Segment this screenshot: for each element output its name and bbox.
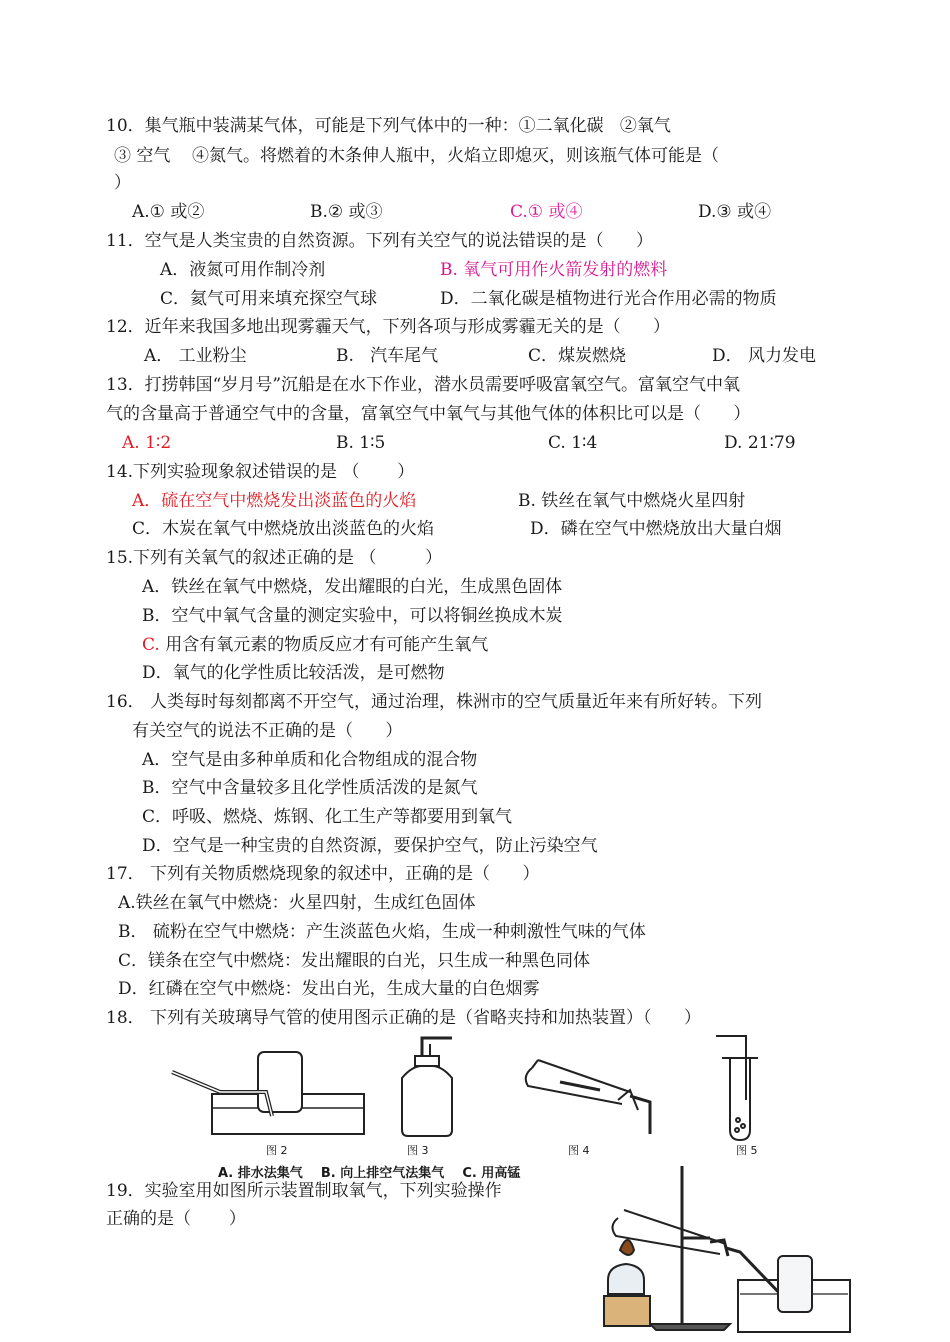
q16-stem-line1: 16． 人类每时每刻都离不开空气，通过治理，株洲市的空气质量近年来有所好转。下列: [106, 692, 763, 712]
q18-stem: 18． 下列有关玻璃导气管的使用图示正确的是（省略夹持和加热装置）（ ）: [106, 1008, 701, 1028]
q12-option-b: B. 汽车尾气: [336, 346, 439, 366]
iron-stand-base: [650, 1324, 730, 1330]
q13-stem-line1: 13．打捞韩国“岁月号”沉船是在水下作业，潜水员需要呼吸富氧空气。富氧空气中氧: [106, 375, 741, 395]
q12-option-c: C．煤炭燃烧: [528, 346, 627, 366]
q15-option-d: D．氧气的化学性质比较活泼，是可燃物: [142, 663, 445, 683]
q14-option-d: D．磷在空气中燃烧放出大量白烟: [530, 519, 782, 539]
alcohol-lamp: [608, 1264, 644, 1294]
q10-option-a: A.① 或②: [132, 202, 205, 222]
q15-option-c-text: 用含有氧元素的物质反应才有可能产生氧气: [159, 635, 489, 655]
wooden-block: [604, 1296, 650, 1326]
q16-option-c: C．呼吸、燃烧、炼钢、化工生产等都要用到氧气: [142, 807, 513, 827]
q10-stem-line1: 10．集气瓶中装满某气体，可能是下列气体中的一种：①二氧化碳 ②氧气: [106, 116, 671, 136]
q10-stem-line3: ）: [114, 173, 131, 193]
q19-stem-line1: 19．实验室用如图所示装置制取氧气，下列实验操作: [106, 1181, 502, 1201]
q17-stem: 17． 下列有关物质燃烧现象的叙述中，正确的是（ ）: [106, 864, 540, 884]
fig3-gas-bottle-diagram: [402, 1038, 452, 1136]
q11-option-a: A．液氮可用作制冷剂: [160, 260, 326, 280]
fig2-trough-diagram: [172, 1052, 364, 1134]
flame-icon: [620, 1240, 634, 1255]
q16-option-d: D．空气是一种宝贵的自然资源，要保护空气，防止污染空气: [142, 836, 598, 856]
q18-figure-caption: A. 排水法集气 B. 向上排空气法集气 C. 用高锰: [218, 1166, 521, 1181]
q13-option-c: C. 1∶4: [548, 433, 598, 453]
q19-stem-line2: 正确的是（ ）: [106, 1209, 246, 1229]
q13-option-d: D. 21∶79: [724, 433, 796, 453]
q16-option-b: B．空气中含量较多且化学性质活泼的是氮气: [142, 778, 478, 798]
q17-option-a: A.铁丝在氧气中燃烧：火星四射，生成红色固体: [118, 893, 476, 913]
q17-option-c: C．镁条在空气中燃烧：发出耀眼的白光，只生成一种黑色同体: [118, 951, 591, 971]
collecting-bottle: [778, 1256, 812, 1312]
q10-option-b: B.② 或③: [310, 202, 383, 222]
fig5-vertical-tube-diagram: [716, 1036, 758, 1140]
fig3-label: 图 3: [407, 1144, 429, 1157]
q13-option-a: A. 1∶2: [122, 433, 172, 453]
fig4-label: 图 4: [568, 1144, 590, 1157]
q11-stem: 11．空气是人类宝贵的自然资源。下列有关空气的说法错误的是（ ）: [106, 231, 654, 251]
q14-option-c: C．木炭在氧气中燃烧放出淡蓝色的火焰: [132, 519, 435, 539]
q14-option-b: B. 铁丝在氧气中燃烧火星四射: [518, 491, 746, 511]
q11-option-c: C．氦气可用来填充探空气球: [160, 289, 378, 309]
q15-option-c-letter: C.: [142, 635, 160, 655]
q12-option-a: A． 工业粉尘: [144, 346, 247, 366]
q11-option-d: D．二氧化碳是植物进行光合作用必需的物质: [440, 289, 777, 309]
q17-option-d: D．红磷在空气中燃烧：发出白光，生成大量的白色烟雾: [118, 979, 540, 999]
q16-option-a: A．空气是由多种单质和化合物组成的混合物: [142, 750, 478, 770]
q11-option-b: B. 氧气可用作火箭发射的燃料: [440, 260, 668, 280]
fig5-label: 图 5: [736, 1144, 758, 1157]
q10-option-c: C.① 或④: [510, 202, 583, 222]
q10-option-d: D.③ 或④: [698, 202, 772, 222]
q10-stem-line2: ③ 空气 ④氮气。将燃着的木条伸人瓶中，火焰立即熄灭，则该瓶气体可能是（: [114, 146, 720, 166]
q14-stem: 14.下列实验现象叙述错误的是 （ ）: [106, 462, 415, 482]
q12-option-d: D． 风力发电: [712, 346, 817, 366]
q17-option-b: B． 硫粉在空气中燃烧：产生淡蓝色火焰，生成一种刺激性气味的气体: [118, 922, 646, 942]
q15-option-a: A．铁丝在氧气中燃烧，发出耀眼的白光，生成黑色固体: [142, 577, 563, 597]
q16-stem-line2: 有关空气的说法不正确的是（ ）: [132, 721, 403, 741]
q14-option-a: A．硫在空气中燃烧发出淡蓝色的火焰: [132, 491, 417, 511]
q19-apparatus-figure: [590, 1160, 860, 1336]
q13-option-b: B. 1∶5: [336, 433, 386, 453]
fig2-label: 图 2: [266, 1144, 288, 1157]
q12-stem: 12．近年来我国多地出现雾霾天气，下列各项与形成雾霾无关的是（ ）: [106, 317, 671, 337]
fig4-test-tube-diagram: [526, 1060, 650, 1134]
q13-stem-line2: 气的含量高于普通空气中的含量，富氧空气中氧气与其他气体的体积比可以是（ ）: [106, 404, 751, 424]
q15-option-b: B．空气中氧气含量的测定实验中，可以将铜丝换成木炭: [142, 606, 563, 626]
q15-option-c: [142, 634, 488, 656]
q15-stem: 15.下列有关氧气的叙述正确的是 （ ）: [106, 548, 443, 568]
